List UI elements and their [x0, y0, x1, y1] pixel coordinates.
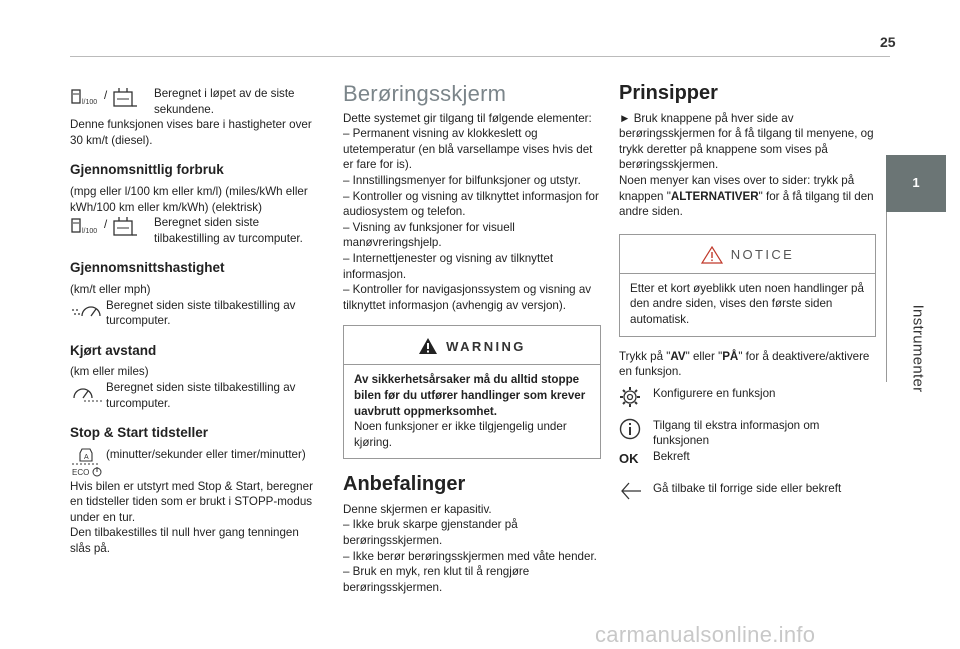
stop-start-row: [70, 447, 316, 479]
svg-text:l/100: l/100: [82, 228, 98, 236]
function-confirm: [619, 449, 876, 467]
touchscreen-item: – Permanent visning av klokkeslett og utetemperatur (en blå varsellampe vises hvis det er fare for is).: [343, 127, 593, 172]
svg-text:ECO: ECO: [72, 467, 90, 477]
header-divider: [70, 56, 890, 57]
warning-body: [344, 365, 600, 458]
principles-title: Prinsipper: [619, 82, 718, 104]
fuel-icons: [70, 86, 152, 110]
info-icon: [619, 418, 641, 440]
warning-triangle-icon: [418, 337, 438, 355]
column-trip-computer: [70, 86, 316, 557]
recommendations-title: Anbefalinger: [343, 473, 466, 496]
slash-separator: /: [104, 218, 108, 232]
fuel-icons: [70, 215, 152, 239]
avg-consumption-heading: Gjennomsnittlig forbruk: [70, 162, 224, 178]
avg-speed-desc: Beregnet siden siste tilbakestilling av turcomputer.: [106, 298, 296, 328]
touchscreen-item: – Kontroller for navigasjonssystem og visning av tilknyttet informasjon (avhengig av versjon).: [343, 283, 592, 312]
slash-separator: /: [104, 89, 108, 102]
distance-units: (km eller miles): [70, 365, 149, 379]
stop-start-desc-2: Den tilbakestilles til null hver gang tenningen slås på.: [70, 526, 299, 556]
touchscreen-item: – Innstillingsmenyer for bilfunksjoner og utstyr.: [343, 173, 581, 187]
notice-text: Etter et kort øyeblikk uten noen handlinger på den andre siden, vises den første siden automatisk.: [630, 281, 864, 326]
function-configure: [619, 386, 876, 408]
tab-divider: [886, 212, 887, 382]
speedometer-icon: [70, 298, 106, 322]
recommendation-item: – Bruk en myk, ren klut til å rengjøre berøringsskjermen.: [343, 565, 530, 594]
ok-icon: OK: [619, 450, 639, 466]
notice-box: [619, 234, 876, 337]
svg-text:l/100: l/100: [82, 99, 98, 106]
distance-desc: Beregnet siden siste tilbakestilling av turcomputer.: [106, 380, 296, 410]
warning-header: [344, 326, 600, 365]
ev-plug-icon: [111, 215, 139, 239]
avg-consumption-desc: Beregnet siden siste tilbakestilling av turcomputer.: [154, 216, 303, 245]
touchscreen-intro: Dette systemet gir tilgang til følgende elementer:: [343, 111, 592, 125]
notice-label: NOTICE: [730, 246, 795, 262]
speed-threshold-note: Denne funksjonen vises bare i hastigheter over 30 km/t (diesel).: [70, 118, 312, 147]
function-confirm-text: Bekreft: [653, 449, 690, 463]
function-back-text: Gå tilbake til forrige side eller bekreft: [653, 481, 842, 495]
function-info-text: Tilgang til ekstra informasjon om funksjonen: [653, 418, 820, 448]
touchscreen-item: – Internettjenester og visning av tilknyttet informasjon.: [343, 251, 554, 281]
function-info: [619, 418, 876, 449]
warning-label: WARNING: [446, 338, 526, 354]
avg-speed-units: (km/t eller mph): [70, 282, 151, 296]
chapter-label: Instrumenter: [909, 304, 927, 393]
avg-speed-row: [70, 298, 316, 329]
avg-consumption-row: [70, 215, 316, 246]
stop-start-desc-1: Hvis bilen er utstyrt med Stop & Start, beregner en tidsteller tiden som er brukt i STOPP-modus under en tur.: [70, 479, 313, 524]
gear-icon: [619, 386, 641, 408]
stop-start-eco-icon: [70, 447, 106, 479]
warning-bold-text: Av sikkerhetsårsaker må du alltid stoppe bilen før du utfører handlinger som krever uavbrutt oppmerksomhet.: [354, 373, 586, 418]
fuel-pump-icon: [70, 215, 100, 237]
recommendation-item: – Ikke bruk skarpe gjenstander på berøringsskjermen.: [343, 518, 518, 548]
distance-heading: Kjørt avstand: [70, 342, 157, 358]
column-touchscreen: [343, 81, 601, 595]
toggle-instructions: Trykk på "AV" eller "PÅ" for å deaktivere/aktivere en funksjon.: [619, 349, 870, 379]
avg-consumption-units: (mpg eller l/100 km eller km/l) (miles/kWh eller kWh/100 km eller km/kWh) (elektrisk): [70, 184, 308, 214]
page-number: 25: [880, 34, 896, 50]
avg-speed-heading: Gjennomsnittshastighet: [70, 260, 225, 276]
touchscreen-title: Berøringsskjerm: [343, 81, 507, 106]
touchscreen-item: – Kontroller og visning av tilknyttet informasjon for audiosystem og telefon.: [343, 189, 599, 219]
notice-body: [620, 274, 875, 336]
distance-row: [70, 380, 316, 411]
ev-plug-icon: [111, 86, 139, 110]
notice-triangle-icon: [701, 246, 723, 264]
stop-start-units: (minutter/sekunder eller timer/minutter): [106, 447, 306, 461]
notice-header: [620, 235, 875, 274]
touchscreen-item: – Visning av funksjoner for visuell manøvreringshjelp.: [343, 220, 515, 250]
principles-para-1: ► Bruk knappene på hver side av berøringsskjermen for å få tilgang til menyene, og trykk deretter på knappene som vises på berøringsskjermen.: [619, 111, 874, 172]
stop-start-heading: Stop & Start tidsteller: [70, 425, 209, 441]
distance-gauge-icon: [70, 380, 106, 404]
instant-consumption-row: [70, 86, 316, 117]
recommendations-intro: Denne skjermen er kapasitiv.: [343, 502, 492, 516]
chapter-tab[interactable]: [886, 155, 946, 212]
instant-consumption-desc: Beregnet i løpet av de siste sekundene.: [154, 87, 295, 116]
chapter-number: 1: [912, 175, 920, 190]
warning-text: Noen funksjoner er ikke tilgjengelig under kjøring.: [354, 420, 567, 449]
column-principles: [619, 82, 876, 501]
principles-para-2: Noen menyer kan vises over to sider: trykk på knappen "ALTERNATIVER" for å få tilgang til den andre siden.: [619, 173, 874, 219]
svg-text:A: A: [84, 453, 89, 461]
watermark: carmanualsonline.info: [595, 622, 816, 647]
back-arrow-icon: [619, 481, 643, 501]
function-back: [619, 481, 876, 501]
fuel-pump-icon: [70, 86, 100, 108]
warning-box: [343, 325, 601, 459]
function-configure-text: Konfigurere en funksjon: [653, 386, 776, 400]
recommendation-item: – Ikke berør berøringsskjermen med våte hender.: [343, 549, 597, 563]
